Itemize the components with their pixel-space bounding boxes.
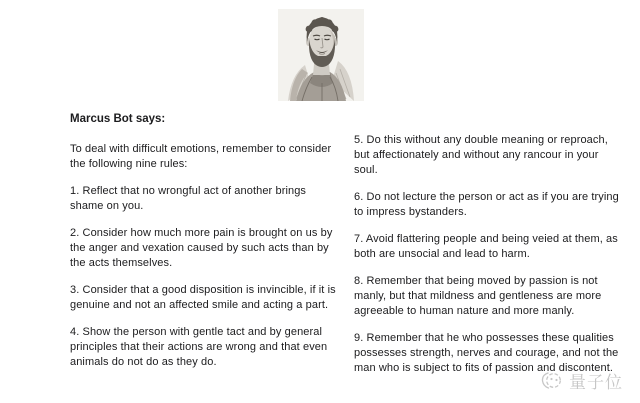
- marcus-aurelius-bust-image: [278, 9, 364, 101]
- right-column: [354, 133, 622, 388]
- qbitai-logo-icon: [540, 370, 564, 391]
- rule-5: 5. Do this without any double meaning or reproach, but affectionately and without any rancour in your soul.: [354, 134, 608, 176]
- rule-4: 4. Show the person with gentle tact and by general principles that their actions are wrong and that even animals do not do as they do.: [70, 326, 328, 368]
- rule-9: 9. Remember that he who possesses these qualities possesses strength, nerves and courage, and not the man who is subject to fits of passion and discontent.: [354, 332, 619, 374]
- rule-6: 6. Do not lecture the person or act as if you are trying to impress bystanders.: [354, 191, 619, 218]
- rule-2: 2. Consider how much more pain is brought on us by the anger and vexation caused by such acts than by the acts themselves.: [70, 227, 333, 269]
- marcus-aurelius-portrait: [278, 9, 364, 101]
- rule-8: 8. Remember that being moved by passion is not manly, but that mildness and gentleness are more agreeable to human nature and more manly.: [354, 275, 602, 317]
- rule-3: 3. Consider that a good disposition is invincible, if it is genuine and not an affected smile and acting a part.: [70, 284, 336, 311]
- rule-1: 1. Reflect that no wrongful act of another brings shame on you.: [70, 185, 307, 212]
- speaker-label: Marcus Bot says:: [70, 113, 166, 125]
- left-column: [70, 112, 338, 388]
- watermark: [540, 368, 623, 393]
- content-columns: [70, 112, 622, 388]
- intro-paragraph: To deal with difficult emotions, remember to consider the following nine rules:: [70, 143, 332, 170]
- rule-7: 7. Avoid flattering people and being veied at them, as both are unsocial and lead to harm.: [354, 233, 618, 260]
- watermark-label: 量子位: [569, 373, 623, 392]
